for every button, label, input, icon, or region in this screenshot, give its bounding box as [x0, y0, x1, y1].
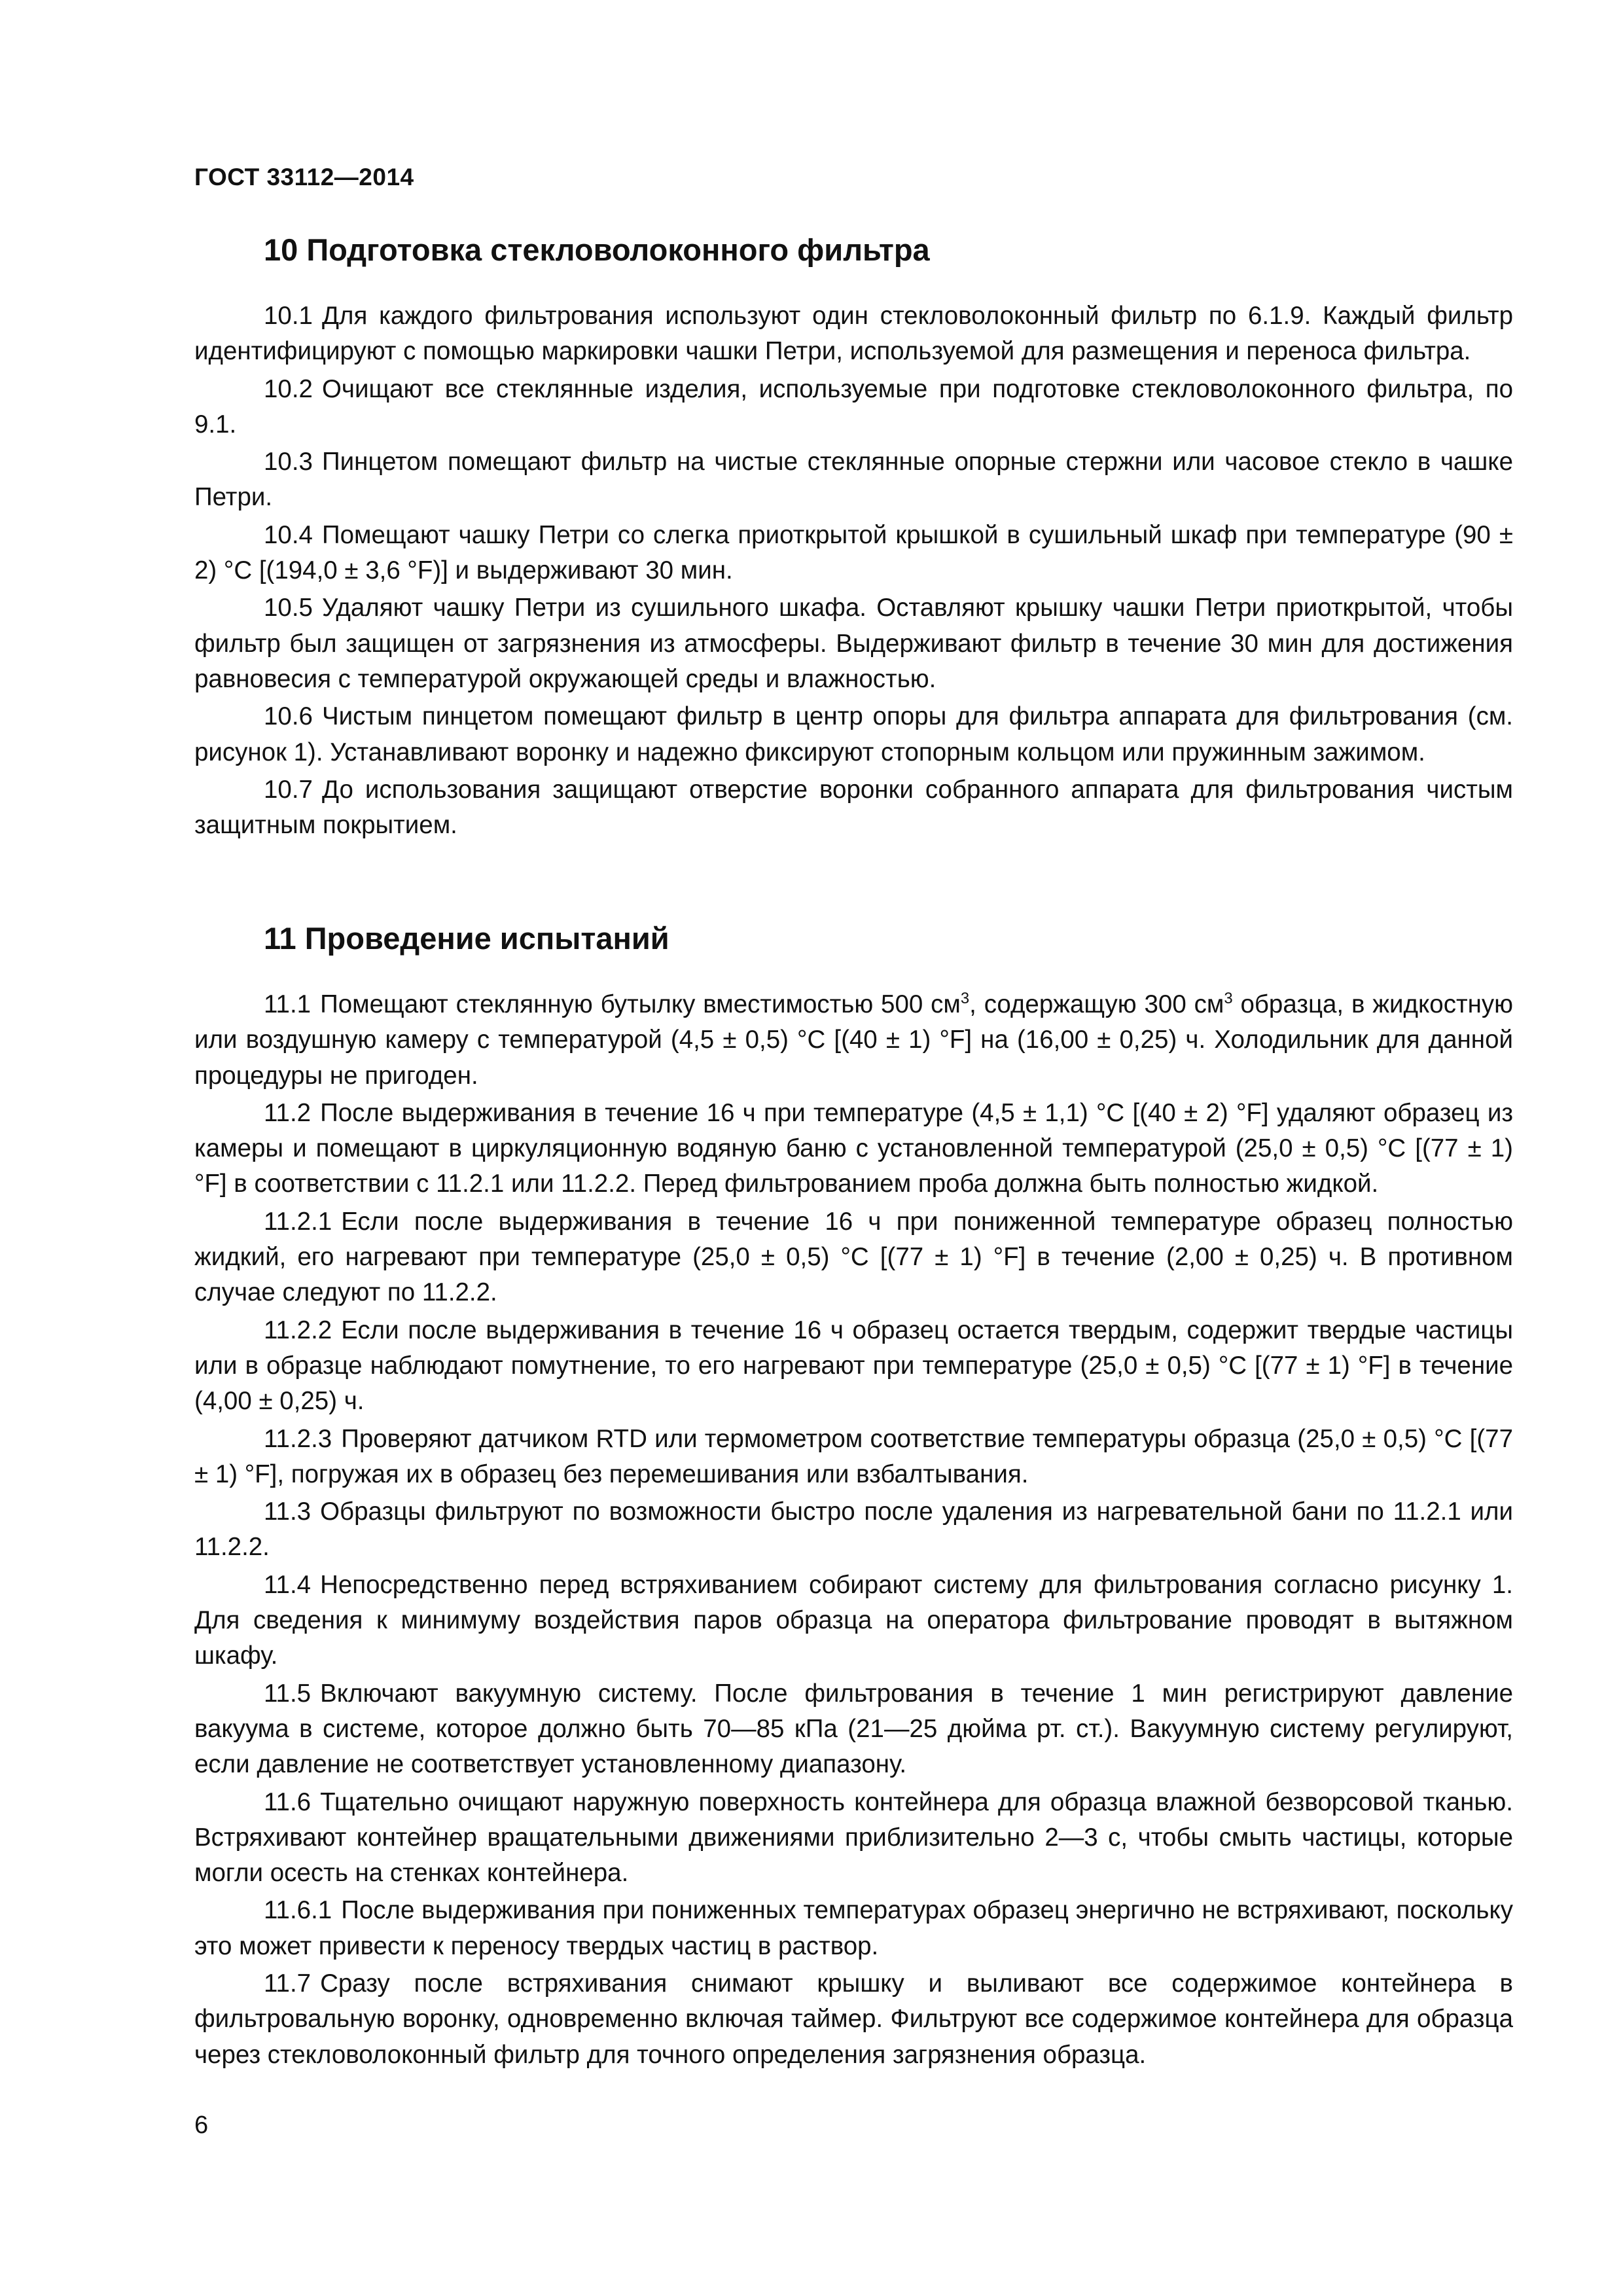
- clause-number: 10.3: [264, 448, 313, 476]
- document-code: ГОСТ 33112—2014: [194, 164, 414, 190]
- clause-number: 11.7: [264, 1969, 312, 1998]
- clause-text: Образцы фильтруют по возможности быстро после удаления из нагревательной бани по 11.2.1 или 11.2.2.: [194, 1498, 1513, 1562]
- clause-number: 11.5: [264, 1679, 312, 1708]
- clause-text: Помещают чашку Петри со слегка приоткрытой крышкой в сушильный шкаф при температуре (90 ± 2) °C [(194,0 ± 3,6 °F)] и выдерживают 30 мин.: [194, 520, 1513, 585]
- clause-text: Сразу после встряхивания снимают крышку и выливают все содержимое контейнера в фильтровальную воронку, одновременно включая таймер. Фильтруют все содержимое контейнера для образца через стекловолоконный фильтр для точного определения загрязнения образца.: [194, 1969, 1513, 2069]
- paragraph-11-2: [194, 1096, 1513, 1204]
- section-11: [194, 919, 1513, 2075]
- clause-text: Если после выдерживания в течение 16 ч образец остается твердым, содержит твердые частицы или в образце наблюдают помутнение, то его нагревают при температуре (25,0 ± 0,5) °C [(77 ± 1) °F] в течение (4,00 ± 0,25) ч.: [194, 1316, 1513, 1416]
- section-heading: 10 Подготовка стекловолоконного фильтра: [264, 232, 930, 267]
- clause-text: Очищают все стеклянные изделия, используемые при подготовке стекловолоконного фильтра, по 9.1.: [194, 374, 1513, 439]
- clause-number: 11.2.1: [264, 1207, 332, 1236]
- clause-text-part: Помещают стеклянную бутылку вместимостью 500 см: [320, 990, 961, 1018]
- clause-number: 11.2: [264, 1098, 312, 1127]
- paragraph-11-6: [194, 1785, 1513, 1893]
- paragraph-10-7: [194, 772, 1513, 846]
- paragraph-10-6: [194, 699, 1513, 772]
- clause-text: Включают вакуумную систему. После фильтрования в течение 1 мин регистрируют давление вакуума в системе, которое должно быть 70—85 кПа (21—25 дюйма рт. ст.). Вакуумную систему регулируют, если давление не соответствует установленному диапазону.: [194, 1679, 1513, 1779]
- clause-number: 10.1: [264, 302, 313, 330]
- clause-text: Если после выдерживания в течение 16 ч при пониженной температуре образец полностью жидкий, его нагревают при температуре (25,0 ± 0,5) °C [(77 ± 1) °F] в течение (2,00 ± 0,25) ч. В противном случае следуют по 11.2.2.: [194, 1207, 1513, 1307]
- clause-text: Тщательно очищают наружную поверхность контейнера для образца влажной безворсовой тканью. Встряхивают контейнер вращательными движениями приблизительно 2—3 с, чтобы смыть частицы, которые могли осесть на стенках контейнера.: [194, 1787, 1513, 1888]
- clause-text: Пинцетом помещают фильтр на чистые стеклянные опорные стержни или часовое стекло в чашке Петри.: [194, 448, 1513, 512]
- paragraph-11-1: [194, 987, 1513, 1096]
- clause-number: 11.4: [264, 1570, 312, 1599]
- paragraph-11-2-2: [194, 1313, 1513, 1422]
- paragraph-10-4: [194, 518, 1513, 591]
- clause-text-part: образца, в жидкостную или воздушную камеру с температурой (4,5 ± 0,5) °C [(40 ± 1) °F] на (16,00 ± 0,25) ч. Холодильник для данной процедуры не пригоден.: [194, 990, 1513, 1090]
- clause-number: 11.6.1: [264, 1896, 332, 1925]
- clause-number: 11.3: [264, 1498, 312, 1526]
- paragraph-11-2-1: [194, 1204, 1513, 1313]
- clause-number: 10.7: [264, 775, 313, 804]
- section-10: [194, 230, 1513, 845]
- clause-number: 10.2: [264, 374, 313, 403]
- paragraph-11-3: [194, 1494, 1513, 1568]
- page-number: 6: [194, 2111, 209, 2139]
- paragraph-11-7: [194, 1966, 1513, 2075]
- clause-text: Проверяют датчиком RTD или термометром соответствие температуры образца (25,0 ± 0,5) °C [(77 ± 1) °F], погружая их в образец без перемешивания или взбалтывания.: [194, 1424, 1513, 1488]
- paragraph-10-5: [194, 590, 1513, 699]
- clause-number: 10.5: [264, 594, 313, 622]
- paragraph-10-3: [194, 444, 1513, 518]
- paragraph-10-1: [194, 298, 1513, 372]
- clause-number: 10.6: [264, 702, 313, 731]
- clause-number: 11.2.2: [264, 1316, 332, 1344]
- clause-text: Непосредственно перед встряхиванием собирают систему для фильтрования согласно рисунку 1. Для сведения к минимуму воздействия паров образца на оператора фильтрование проводят в вытяжном шкафу.: [194, 1570, 1513, 1670]
- clause-number: 11.2.3: [264, 1424, 332, 1453]
- paragraph-10-2: [194, 372, 1513, 445]
- paragraph-11-2-3: [194, 1422, 1513, 1495]
- document-page: [194, 0, 1513, 2296]
- clause-text: Удаляют чашку Петри из сушильного шкафа. Оставляют крышку чашки Петри приоткрытой, чтобы фильтр был защищен от загрязнения из атмосферы. Выдерживают фильтр в течение 30 мин для достижения равновесия с температурой окружающей среды и влажностью.: [194, 594, 1513, 693]
- clause-text: Для каждого фильтрования используют один стекловолоконный фильтр по 6.1.9. Каждый фильтр идентифицируют с помощью маркировки чашки Петри, используемой для размещения и переноса фильтра.: [194, 302, 1513, 366]
- clause-text-part: , содержащую 300 см: [969, 990, 1224, 1018]
- clause-number: 11.6: [264, 1787, 312, 1816]
- clause-text: Чистым пинцетом помещают фильтр в центр опоры для фильтра аппарата для фильтрования (см. рисунок 1). Устанавливают воронку и надежно фиксируют стопорным кольцом или пружинным зажимом.: [194, 702, 1513, 766]
- paragraph-11-4: [194, 1568, 1513, 1676]
- clause-text: После выдерживания при пониженных температурах образец энергично не встряхивают, поскольку это может привести к переносу твердых частиц в раствор.: [194, 1896, 1513, 1960]
- paragraph-11-5: [194, 1676, 1513, 1785]
- superscript: 3: [1224, 990, 1233, 1008]
- paragraph-11-6-1: [194, 1893, 1513, 1966]
- section-heading: 11 Проведение испытаний: [264, 921, 669, 956]
- superscript: 3: [960, 990, 970, 1008]
- clause-text: После выдерживания в течение 16 ч при температуре (4,5 ± 1,1) °C [(40 ± 2) °F] удаляют образец из камеры и помещают в циркуляционную водяную баню с установленной температурой (25,0 ± 0,5) °C [(77 ± 1) °F] в соответствии с 11.2.1 или 11.2.2. Перед фильтрованием проба должна быть полностью жидкой.: [194, 1098, 1513, 1198]
- clause-text: До использования защищают отверстие воронки собранного аппарата для фильтрования чистым защитным покрытием.: [194, 775, 1513, 840]
- clause-number: 10.4: [264, 520, 313, 549]
- clause-number: 11.1: [264, 990, 312, 1018]
